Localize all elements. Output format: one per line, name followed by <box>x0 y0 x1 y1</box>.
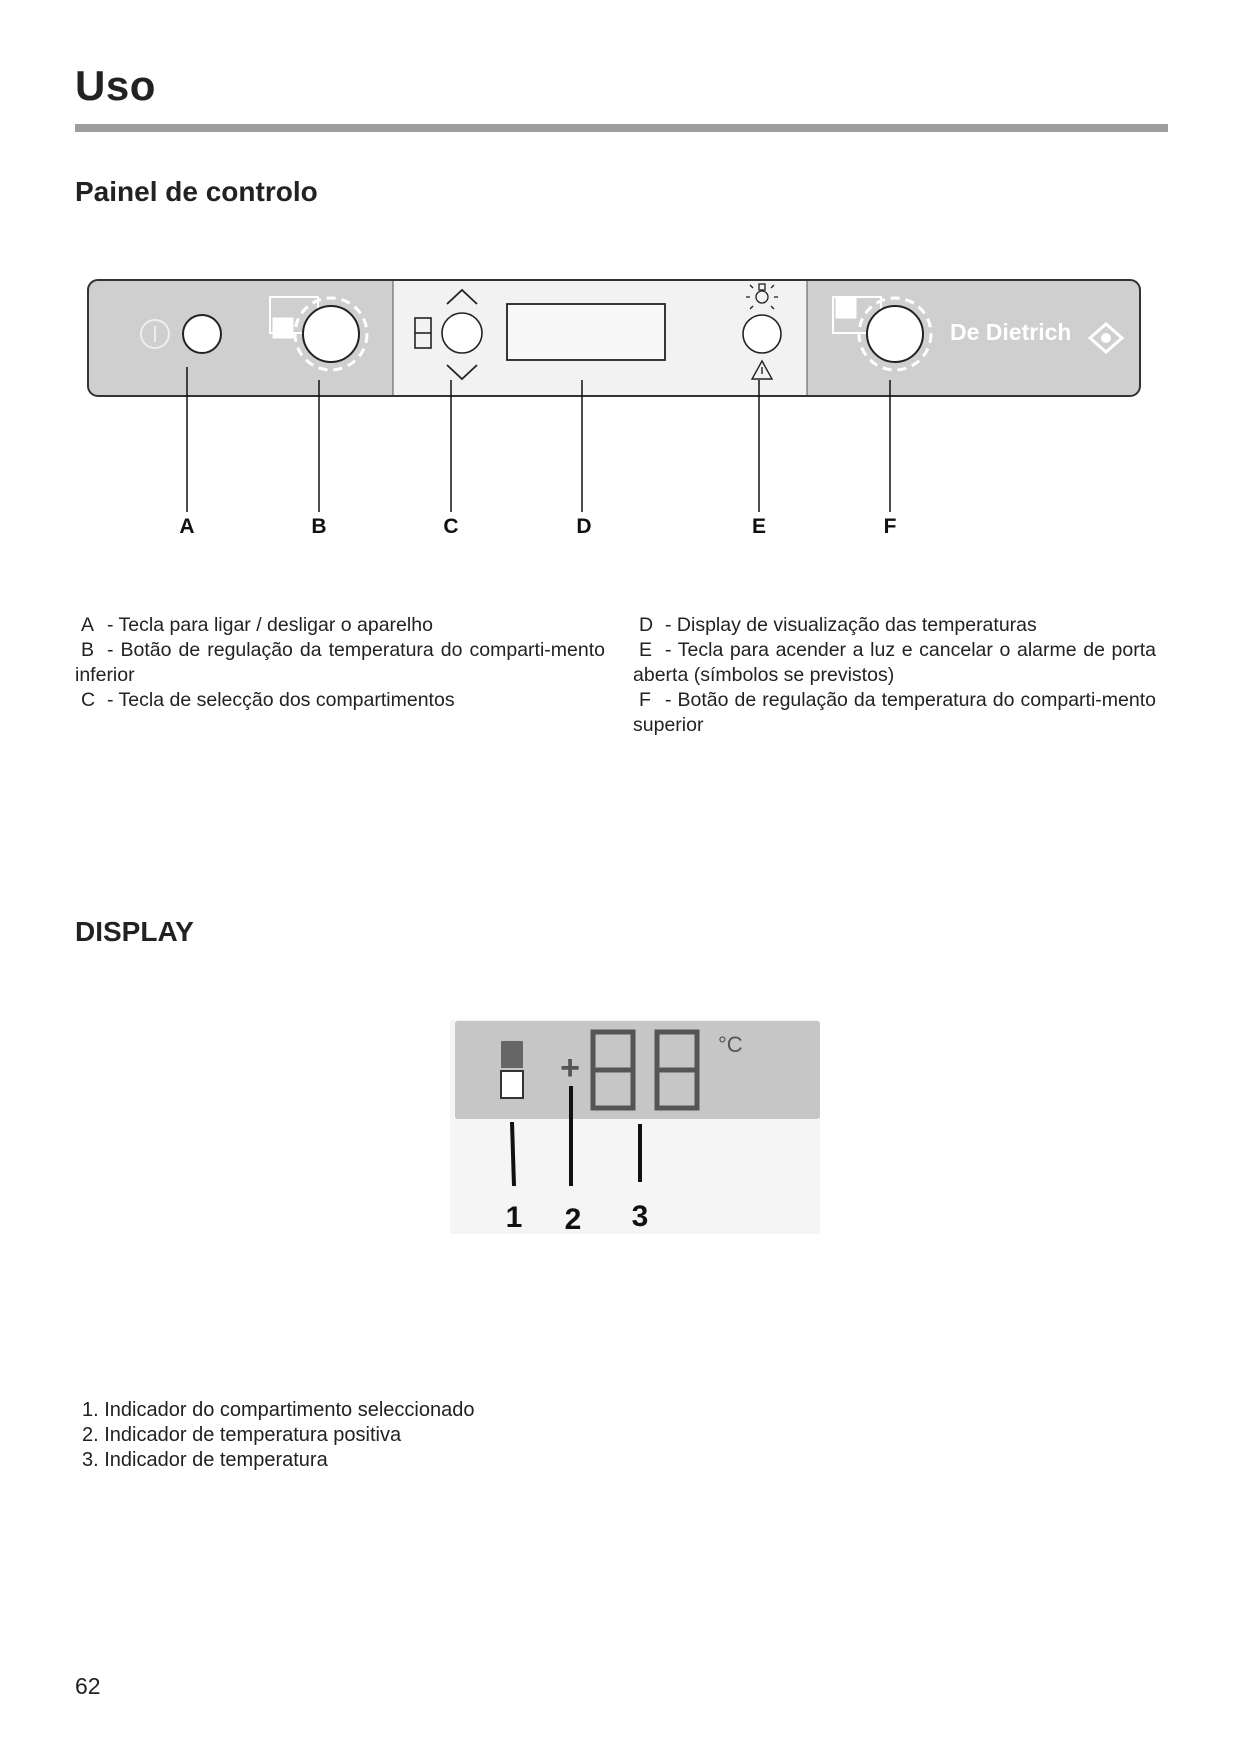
page-number: 62 <box>75 1673 101 1699</box>
callout-letter-b: B <box>311 515 327 538</box>
compartment-select-button <box>442 313 482 353</box>
lower-temperature-knob <box>303 306 359 362</box>
upper-temperature-knob <box>867 306 923 362</box>
callout-letter-c: C <box>443 515 459 538</box>
callout-number-2: 2 <box>564 1203 582 1236</box>
display-description-list <box>82 1398 474 1473</box>
control-panel-heading: Painel de controlo <box>75 176 318 207</box>
legend-item-c: C - Tecla de selecção dos compartimentos <box>81 689 455 711</box>
title-divider <box>75 124 1168 132</box>
callout-letter-f: F <box>883 515 897 538</box>
light-alarm-button <box>743 315 781 353</box>
callout-letter-a: A <box>179 515 195 538</box>
control-panel-diagram <box>0 270 1240 550</box>
legend-item-f: F - Botão de regulação da temperatura do comparti-mento superior <box>633 689 1156 736</box>
display-heading: DISPLAY <box>75 916 194 947</box>
legend-item-b: B - Botão de regulação da temperatura do comparti-mento inferior <box>75 639 605 686</box>
lower-compartment-segment <box>501 1071 523 1098</box>
page-title: Uso <box>75 62 156 109</box>
list-item: 3. Indicador de temperatura <box>82 1449 328 1471</box>
celsius-unit: °C <box>718 1032 743 1057</box>
callout-number-3: 3 <box>631 1200 649 1233</box>
brand-logo: De Dietrich <box>950 319 1072 345</box>
list-item: 1. Indicador do compartimento seleccionado <box>82 1399 475 1421</box>
callout-number-1: 1 <box>505 1201 523 1234</box>
legend-item-a: A - Tecla para ligar / desligar o aparelho <box>81 614 433 636</box>
temperature-display-window <box>507 304 665 360</box>
list-item: 2. Indicador de temperatura positiva <box>82 1424 402 1446</box>
legend-item-d: D - Display de visualização das temperaturas <box>639 614 1037 636</box>
plus-indicator: + <box>560 1049 580 1087</box>
display-diagram <box>440 1010 840 1250</box>
upper-compartment-segment <box>501 1041 523 1068</box>
legend-item-e: E - Tecla para acender a luz e cancelar o alarme de porta aberta (símbolos se previstos) <box>633 639 1156 686</box>
legend-left <box>75 613 605 713</box>
legend-right <box>633 613 1156 738</box>
callout-letter-e: E <box>751 515 767 538</box>
callout-letter-d: D <box>576 515 592 538</box>
power-button <box>183 315 221 353</box>
